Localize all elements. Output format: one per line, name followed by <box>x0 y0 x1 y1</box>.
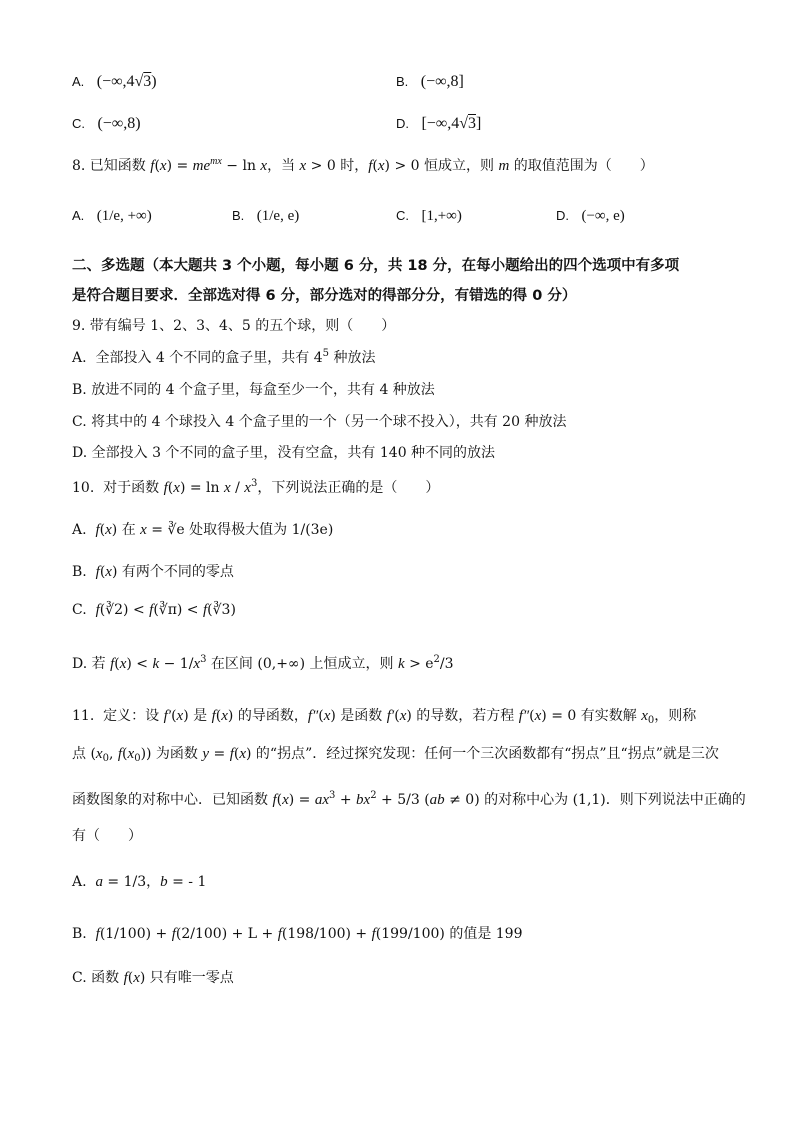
q8-option-a-math: (1/e, +∞) <box>96 208 152 224</box>
q8-option-c-math: [1,+∞) <box>421 208 462 224</box>
q10-option-c: C. f(∛2) < f(∛π) < f(∛3) <box>72 602 236 618</box>
option-label: C. <box>396 208 409 223</box>
section2-heading-line2: 是符合题目要求．全部选对得 6 分，部分选对的得部分分，有错选的得 0 分） <box>72 288 577 304</box>
q8-option-b-math: (1/e, e) <box>256 208 300 224</box>
option-label: A. <box>72 208 85 223</box>
q8-stem <box>72 156 654 176</box>
q9-option-a: A. 全部投入 4 个不同的盒子里，共有 $4^5$ 种放法 <box>72 348 376 366</box>
q7-option-a-math: (−∞,4√3) <box>96 73 157 90</box>
q7-option-b <box>396 72 464 92</box>
q8-stem-text: 8. 已知函数 $f(x) = me^{mx} - \ln x$，当 x > 0 时，f(x) > 0 恒成立，则 m 的取值范围为（ ） <box>72 156 654 174</box>
option-label: A. <box>72 74 85 89</box>
q7-option-d-math: [−∞,4√3] <box>421 115 482 132</box>
q11-line4: 有（ ） <box>72 828 142 844</box>
q11-line1: 11. 定义：设 f′(x) 是 f(x) 的导函数，f″(x) 是函数 f′(x) 的导数，若方程 f″(x) = 0 有实数解 $x_0$，则称 <box>72 708 697 726</box>
q10-option-d: D. 若 $f(x) < k - 1/x^3$ 在区间 (0,+∞) 上恒成立，则 $k > e^2/3$ <box>72 654 454 672</box>
q10-stem: 10. 对于函数 $f(x) = \ln x / x^3$，下列说法正确的是（ ） <box>72 478 440 496</box>
option-label: B. <box>232 208 245 223</box>
option-label: D. <box>396 116 409 131</box>
q8-option-d <box>556 206 625 226</box>
q8-option-c <box>396 206 462 226</box>
q7-option-a <box>72 72 157 92</box>
q11-option-a: A. a = 1/3，b = - 1 <box>72 874 207 890</box>
option-label: B. <box>396 74 409 89</box>
q8-option-a <box>72 206 152 226</box>
q9-option-c: C. 将其中的 4 个球投入 4 个盒子里的一个（另一个球不投入），共有 20 种放法 <box>72 414 567 430</box>
q11-line2: 点 ($x_0$, $f(x_0)$) 为函数 y = f(x) 的“拐点”．经过探究发现：任何一个三次函数都有“拐点”且“拐点”就是三次 <box>72 746 719 764</box>
option-label: D. <box>556 208 569 223</box>
q7-option-b-math: (−∞,8] <box>420 73 464 90</box>
q9-stem: 9. 带有编号 1、2、3、4、5 的五个球，则（ ） <box>72 318 396 334</box>
q10-option-a: A. f(x) 在 x = ∛e 处取得极大值为 1/(3e) <box>72 522 334 538</box>
q10-option-b: B. f(x) 有两个不同的零点 <box>72 564 234 580</box>
section2-heading-line1: 二、多选题（本大题共 3 个小题，每小题 6 分，共 18 分，在每小题给出的四个选项中有多项 <box>72 258 680 274</box>
q7-option-c-math: (−∞,8) <box>97 115 141 132</box>
q7-option-c <box>72 114 141 134</box>
q9-option-d: D. 全部投入 3 个不同的盒子里，没有空盒，共有 140 种不同的放法 <box>72 445 496 461</box>
q11-option-c: C. 函数 f(x) 只有唯一零点 <box>72 970 234 986</box>
q9-option-b: B. 放进不同的 4 个盒子里，每盒至少一个，共有 4 种放法 <box>72 382 435 398</box>
q8-option-b <box>232 206 299 226</box>
option-label: C. <box>72 116 85 131</box>
q11-option-b: B. f(1/100) + f(2/100) + L + f(198/100) + f(199/100) 的值是 199 <box>72 926 523 942</box>
q7-option-d <box>396 114 481 134</box>
q11-line3: 函数图象的对称中心．已知函数 $f(x) = ax^3 + bx^2 + 5/3$ (ab ≠ 0) 的对称中心为 (1,1)．则下列说法中正确的 <box>72 790 746 808</box>
q8-option-d-math: (−∞, e) <box>581 208 625 224</box>
